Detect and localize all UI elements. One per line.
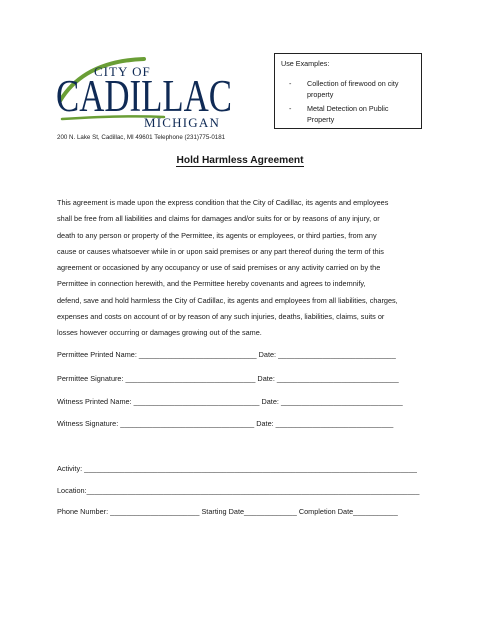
use-example-item (289, 103, 417, 126)
agreement-line: death to any person or property of the Permittee, its agents or employees, or third parties, from any (57, 230, 377, 240)
agreement-line: agreement or occasioned by any occupancy or use of said premises or any activity carried on by the (57, 263, 381, 273)
agreement-line: shall be free from all liabilities and claims for damages and/or suits for or by reasons of any injury, or (57, 214, 380, 224)
document-title-text: Hold Harmless Agreement (176, 155, 304, 166)
use-example-text: Collection of firewood on city (307, 79, 399, 88)
use-example-text: property (307, 90, 334, 100)
use-example-item (289, 78, 417, 101)
agreement-line: cause or causes whatsoever while in or upon said premises or any part thereof during the term of this (57, 246, 384, 256)
permittee-printed-name-field[interactable]: Permittee Printed Name: _____________________________ Date: _____________________________ (57, 350, 396, 359)
witness-printed-name-field[interactable]: Witness Printed Name: _______________________________ Date: ______________________________ (57, 397, 403, 406)
list-dash: - (289, 79, 292, 88)
logo-city-of: CITY OF (94, 64, 151, 79)
logo-city-name: CADILLAC (56, 71, 232, 121)
city-logo (56, 55, 234, 133)
activity-field[interactable]: Activity: __________________________________________________________________________________ (57, 464, 417, 473)
agreement-paragraph (57, 195, 429, 342)
permittee-signature-field[interactable]: Permittee Signature: ________________________________ Date: ______________________________ (57, 374, 399, 383)
witness-signature-field[interactable]: Witness Signature: _________________________________ Date: _____________________________ (57, 419, 394, 428)
use-examples-box (274, 53, 422, 129)
use-examples-title: Use Examples: (281, 59, 330, 68)
document-title (0, 155, 480, 166)
location-field[interactable]: Location:__________________________________________________________________________________ (57, 486, 420, 495)
logo-state: MICHIGAN (144, 115, 221, 130)
agreement-line: This agreement is made upon the express condition that the City of Cadillac, its agents and employees (57, 198, 389, 207)
city-address: 200 N. Lake St, Cadillac, MI 49601 Telephone (231)775-0181 (57, 134, 226, 141)
use-examples-list (289, 78, 417, 128)
agreement-line: expenses and costs on account of or by reason of any such injuries, deaths, liabilities, claims, suits or (57, 312, 385, 322)
use-example-text: Metal Detection on Public (307, 103, 389, 113)
cadillac-logo-graphic (56, 55, 234, 133)
agreement-line: defend, save and hold harmless the City of Cadillac, its agents and employees from all liabilities, charges, (57, 295, 398, 305)
use-example-text: Property (307, 115, 335, 125)
agreement-line: Permittee in connection herewith, and the Permittee hereby covenants and agrees to indemnify, (57, 279, 366, 289)
agreement-line: losses however occurring or damages growing out of the same. (57, 328, 262, 338)
list-dash: - (289, 103, 292, 113)
phone-and-dates-field[interactable]: Phone Number: ______________________ Starting Date_____________ Completion Date___________ (57, 507, 398, 516)
